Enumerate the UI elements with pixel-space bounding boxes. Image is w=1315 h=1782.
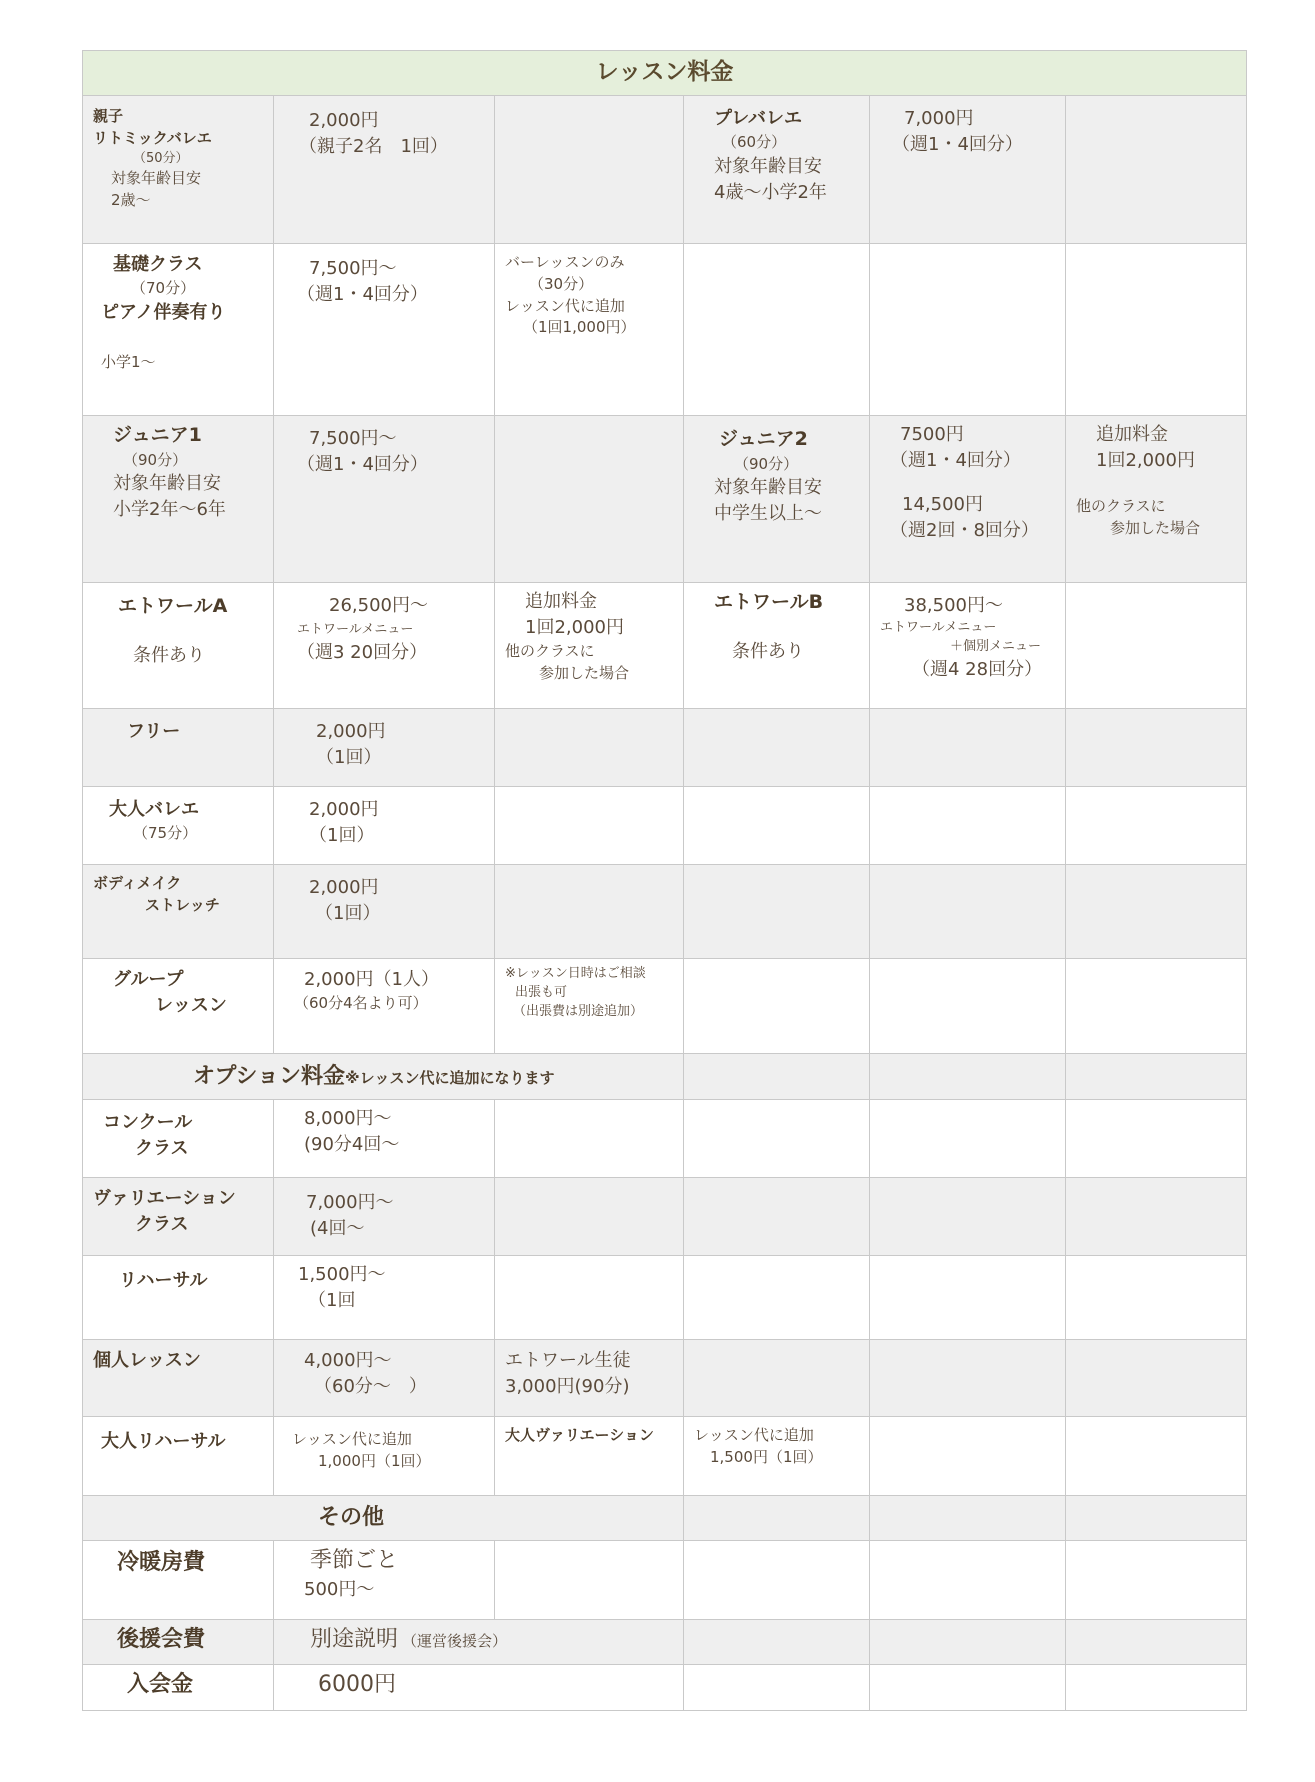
private-price: 4,000円〜 （60分〜 ） — [274, 1340, 495, 1417]
junior2-extra: 追加料金 1回2,000円 他のクラスに 参加した場合 — [1066, 416, 1247, 583]
group-note: ※レッスン日時はご相談 出張も可 （出張費は別途追加） — [495, 959, 684, 1054]
group-label: グループ レッスン — [83, 959, 274, 1054]
adultVar-label: 大人ヴァリエーション — [495, 1417, 684, 1496]
table-row — [83, 1620, 1247, 1665]
adult-label: 大人バレエ （75分） — [83, 787, 274, 865]
support-label: 後援会費 — [83, 1620, 274, 1665]
table-row — [83, 865, 1247, 959]
table-row — [83, 96, 1247, 244]
junior2-price: 7500円 （週1・4回分） 14,500円 （週2回・8回分） — [870, 416, 1066, 583]
table-row — [83, 244, 1247, 416]
free-price: 2,000円 （1回） — [274, 709, 495, 787]
private-note: エトワール生徒 3,000円(90分) — [495, 1340, 684, 1417]
adultReh-price: レッスン代に追加 1,000円（1回） — [274, 1417, 495, 1496]
pre-label: プレバレエ （60分） 対象年齢目安 4歳〜小学2年 — [684, 96, 870, 244]
rehearsal-price: 1,500円〜 （1回 — [274, 1256, 495, 1340]
entry-price: 6000円 — [274, 1665, 684, 1711]
kiso-note: バーレッスンのみ （30分） レッスン代に追加 （1回1,000円） — [495, 244, 684, 416]
aircon-label: 冷暖房費 — [83, 1541, 274, 1620]
etoileA-extra: 追加料金 1回2,000円 他のクラスに 参加した場合 — [495, 583, 684, 709]
support-price: 別途説明 （運営後援会） — [274, 1620, 684, 1665]
price-table — [82, 50, 1247, 1711]
table-row — [83, 787, 1247, 865]
etoileB-price: 38,500円〜 エトワールメニュー ＋個別メニュー （週4 28回分） — [870, 583, 1066, 709]
adult-price: 2,000円 （1回） — [274, 787, 495, 865]
junior1-price: 7,500円〜 （週1・4回分） — [274, 416, 495, 583]
oyako-label: 親子 リトミックバレエ （50分） 対象年齢目安 2歳〜 — [83, 96, 274, 244]
table-row — [83, 1340, 1247, 1417]
junior2-label: ジュニア2 （90分） 対象年齢目安 中学生以上〜 — [684, 416, 870, 583]
aircon-price: 季節ごと 500円〜 — [274, 1541, 495, 1620]
table-row — [83, 1178, 1247, 1256]
table-row — [83, 1417, 1247, 1496]
kiso-price: 7,500円〜 （週1・4回分） — [274, 244, 495, 416]
table-row — [83, 1100, 1247, 1178]
table-row — [83, 416, 1247, 583]
adultVar-price: レッスン代に追加 1,500円（1回） — [684, 1417, 870, 1496]
etoileA-price: 26,500円〜 エトワールメニュー （週3 20回分） — [274, 583, 495, 709]
table-row — [83, 709, 1247, 787]
variation-label: ヴァリエーション クラス — [83, 1178, 274, 1256]
pre-price: 7,000円 （週1・4回分） — [870, 96, 1066, 244]
group-price: 2,000円（1人） （60分4名より可） — [274, 959, 495, 1054]
etoileA-label: エトワールA 条件あり — [83, 583, 274, 709]
concours-price: 8,000円〜 (90分4回〜 — [274, 1100, 495, 1178]
variation-price: 7,000円〜 (4回〜 — [274, 1178, 495, 1256]
free-label: フリー — [83, 709, 274, 787]
adultReh-label: 大人リハーサル — [83, 1417, 274, 1496]
kiso-label: 基礎クラス （70分） ピアノ伴奏有り 小学1〜 — [83, 244, 274, 416]
table-row — [83, 1541, 1247, 1620]
table-row — [83, 583, 1247, 709]
table-row — [83, 1496, 1247, 1541]
table-row — [83, 1054, 1247, 1100]
table-row — [83, 959, 1247, 1054]
rehearsal-label: リハーサル — [83, 1256, 274, 1340]
table-title: レッスン料金 — [83, 51, 1247, 96]
oyako-price: 2,000円 （親子2名 1回） — [274, 96, 495, 244]
junior1-label: ジュニア1 （90分） 対象年齢目安 小学2年〜6年 — [83, 416, 274, 583]
etoileB-label: エトワールB 条件あり — [684, 583, 870, 709]
concours-label: コンクール クラス — [83, 1100, 274, 1178]
table-row — [83, 1256, 1247, 1340]
body-price: 2,000円 （1回） — [274, 865, 495, 959]
other-section-header: その他 — [83, 1496, 684, 1541]
body-label: ボディメイク ストレッチ — [83, 865, 274, 959]
option-section-header: オプション料金※レッスン代に追加になります — [83, 1054, 684, 1100]
entry-label: 入会金 — [83, 1665, 274, 1711]
private-label: 個人レッスン — [83, 1340, 274, 1417]
table-row — [83, 1665, 1247, 1711]
